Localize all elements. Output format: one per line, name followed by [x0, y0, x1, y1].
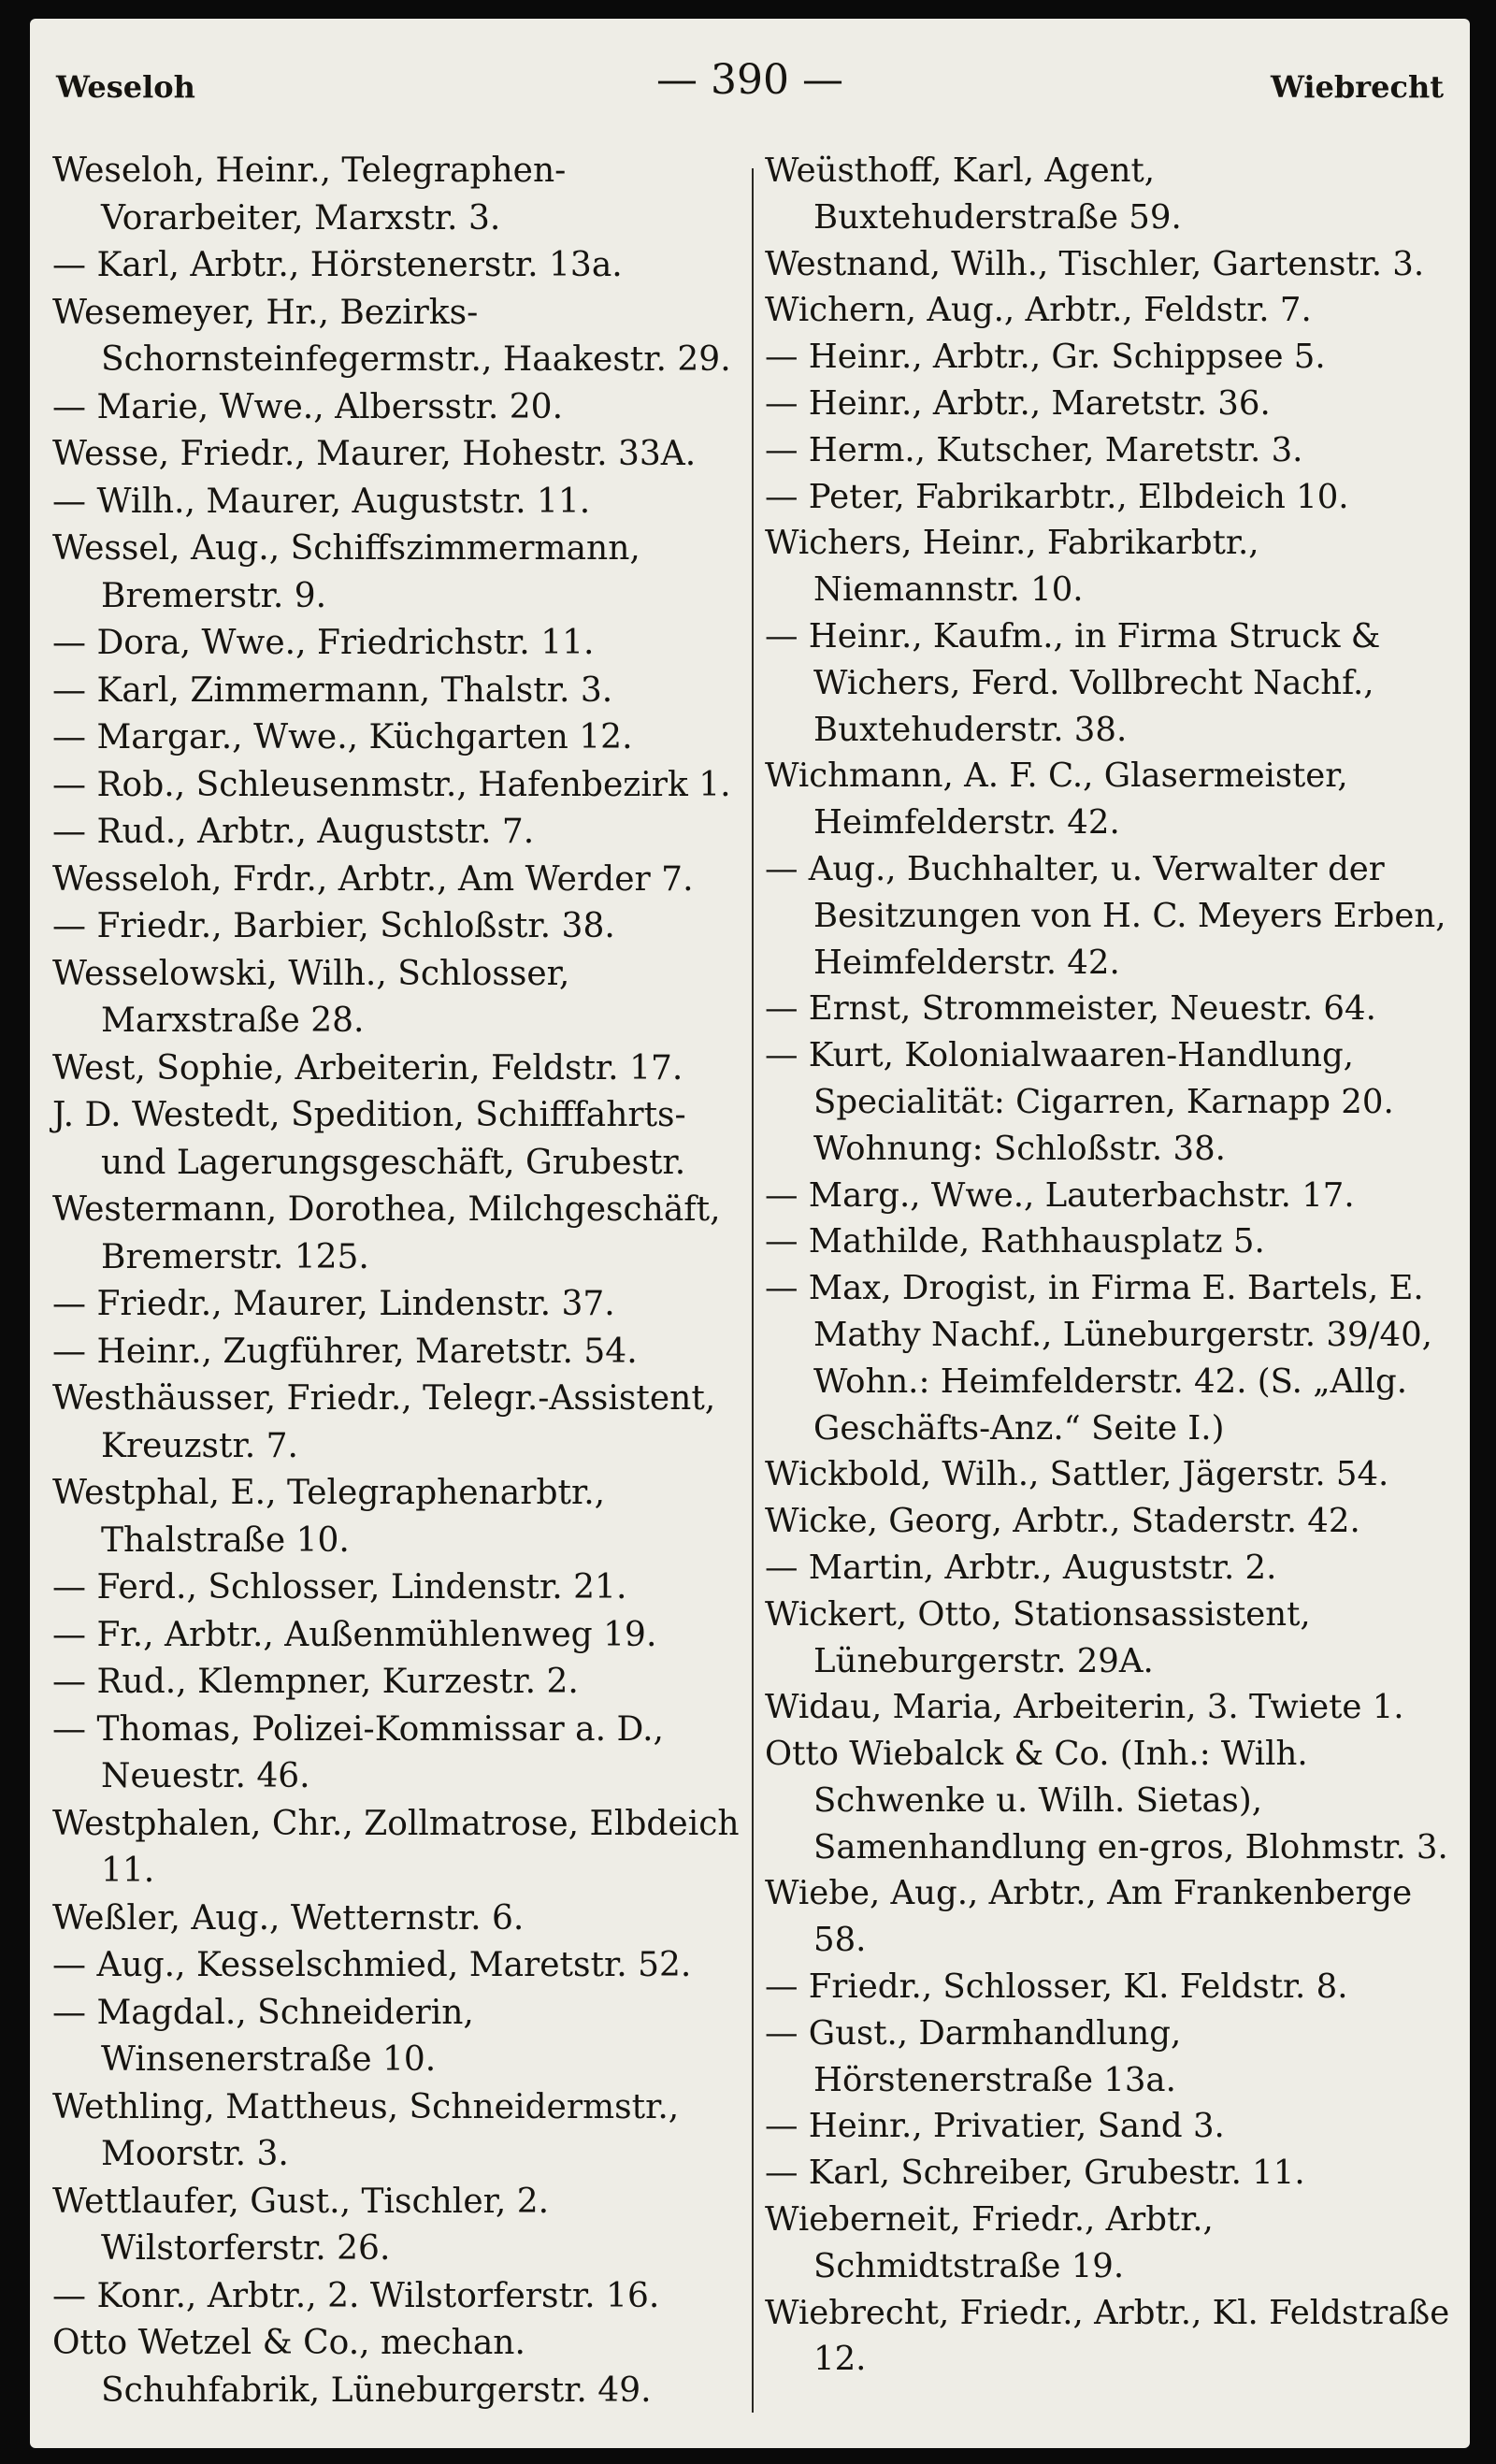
directory-entry: Wesse, Friedr., Maurer, Hohestr. 33A.	[52, 435, 697, 473]
directory-entry: J. D. Westedt, Spedition, Schifffahrts- und Lagerungsgeschäft, Grubestr.	[52, 1096, 686, 1182]
directory-entry: Wettlaufer, Gust., Tischler, 2. Wilstorferstr. 26.	[52, 2182, 550, 2268]
directory-entry: West, Sophie, Arbeiterin, Feldstr. 17.	[52, 1048, 683, 1088]
page-header	[56, 56, 1444, 131]
directory-entry: — Wilh., Maurer, Auguststr. 11.	[52, 482, 591, 521]
directory-entry: — Marg., Wwe., Lauterbachstr. 17.	[765, 1175, 1355, 1215]
directory-entry: — Ferd., Schlosser, Lindenstr. 21.	[52, 1568, 627, 1607]
directory-entry: — Heinr., Arbtr., Gr. Schippsee 5.	[765, 338, 1326, 377]
directory-entry: — Marie, Wwe., Albersstr. 20.	[52, 387, 564, 426]
directory-entry: Otto Wetzel & Co., mechan. Schuhfabrik, Lüneburgerstr. 49.	[52, 2324, 652, 2410]
directory-entry: — Heinr., Kaufm., in Firma Struck & Wichers, Ferd. Vollbrecht Nachf., Buxtehuderstr. 38.	[765, 616, 1381, 749]
directory-entry: Westphal, E., Telegraphenarbtr., Thalstraße 10.	[52, 1474, 606, 1560]
directory-entry: — Ernst, Strommeister, Neuestr. 64.	[765, 989, 1376, 1029]
directory-entry: Westnand, Wilh., Tischler, Gartenstr. 3.	[765, 244, 1425, 283]
directory-entry: Wesseloh, Frdr., Arbtr., Am Werder 7.	[52, 859, 694, 899]
directory-entry: — Friedr., Barbier, Schloßstr. 38.	[52, 907, 615, 945]
directory-entry: — Martin, Arbtr., Auguststr. 2.	[765, 1548, 1277, 1587]
directory-entry: — Karl, Zimmermann, Thalstr. 3.	[52, 670, 613, 710]
directory-entry: — Konr., Arbtr., 2. Wilstorferstr. 16.	[52, 2276, 660, 2315]
directory-entry: Wiebrecht, Friedr., Arbtr., Kl. Feldstraße 12.	[765, 2293, 1450, 2379]
directory-entry: Wichmann, A. F. C., Glasermeister, Heimfelderstr. 42.	[765, 756, 1348, 843]
directory-entry: — Karl, Arbtr., Hörstenerstr. 13a.	[52, 246, 623, 284]
directory-entry: — Friedr., Schlosser, Kl. Feldstr. 8.	[765, 1967, 1348, 2007]
directory-entry: — Dora, Wwe., Friedrichstr. 11.	[52, 624, 595, 662]
directory-entry: Westermann, Dorothea, Milchgeschäft, Bremerstr. 125.	[52, 1190, 721, 1276]
directory-entry: — Karl, Schreiber, Grubestr. 11.	[765, 2154, 1305, 2193]
directory-entry: Wesemeyer, Hr., Bezirks-Schornsteinfegermstr., Haakestr. 29.	[52, 293, 731, 379]
directory-entry: — Magdal., Schneiderin, Winsenerstraße 10.	[52, 1993, 474, 2079]
directory-entry: — Aug., Buchhalter, u. Verwalter der Besitzungen von H. C. Meyers Erben, Heimfelderstr. 42.	[765, 849, 1446, 982]
directory-entry: — Friedr., Maurer, Lindenstr. 37.	[52, 1285, 615, 1323]
directory-entry: Wicke, Georg, Arbtr., Staderstr. 42.	[765, 1502, 1360, 1541]
directory-entry: Westphalen, Chr., Zollmatrose, Elbdeich 11.	[52, 1804, 740, 1890]
running-head-right: Wiebrecht	[1270, 69, 1444, 105]
directory-entry: — Gust., Darmhandlung, Hörstenerstraße 13a.	[765, 2013, 1182, 2099]
directory-entry: — Kurt, Kolonialwaaren-Handlung, Specialität: Cigarren, Karnapp 20. Wohnung: Schloßstr. 38.	[765, 1036, 1394, 1168]
directory-entry: — Rud., Klempner, Kurzestr. 2.	[52, 1663, 579, 1701]
directory-entry: — Herm., Kutscher, Maretstr. 3.	[765, 430, 1303, 469]
right-column	[765, 148, 1453, 2383]
directory-entry: Wichern, Aug., Arbtr., Feldstr. 7.	[765, 291, 1312, 330]
directory-entry: Wieberneit, Friedr., Arbtr., Schmidtstraße 19.	[765, 2200, 1214, 2285]
column-divider	[752, 168, 754, 2413]
directory-entry: Wickert, Otto, Stationsassistent, Lüneburgerstr. 29A.	[765, 1594, 1311, 1680]
directory-entry: Westhäusser, Friedr., Telegr.-Assistent, Kreuzstr. 7.	[52, 1379, 716, 1465]
directory-entry: — Max, Drogist, in Firma E. Bartels, E. Mathy Nachf., Lüneburgerstr. 39/40, Wohn.: Heimfelderstr. 42. (S. „Allg. Geschäfts-Anz.“ Seite I.)	[765, 1269, 1432, 1448]
directory-entry: Wiebe, Aug., Arbtr., Am Frankenberge 58.	[765, 1874, 1413, 1960]
directory-entry: — Rud., Arbtr., Auguststr. 7.	[52, 813, 535, 851]
page-number: — 390 —	[656, 56, 843, 104]
directory-entry: — Thomas, Polizei-Kommissar a. D., Neuestr. 46.	[52, 1709, 664, 1795]
directory-entry: Weüsthoff, Karl, Agent, Buxtehuderstraße 59.	[765, 151, 1182, 237]
directory-entry: Weseloh, Heinr., Telegraphen-Vorarbeiter, Marxstr. 3.	[52, 151, 567, 238]
directory-entry: — Heinr., Privatier, Sand 3.	[765, 2107, 1225, 2146]
directory-entry: Wessel, Aug., Schiffszimmermann, Bremerstr. 9.	[52, 529, 640, 615]
directory-entry: Wichers, Heinr., Fabrikarbtr., Niemannstr. 10.	[765, 524, 1259, 610]
directory-entry: Wickbold, Wilh., Sattler, Jägerstr. 54.	[765, 1455, 1389, 1494]
directory-entry: — Aug., Kesselschmied, Maretstr. 52.	[52, 1946, 692, 1984]
directory-entry: — Fr., Arbtr., Außenmühlenweg 19.	[52, 1615, 657, 1654]
directory-entry: — Heinr., Zugführer, Maretstr. 54.	[52, 1332, 638, 1371]
directory-entry: — Peter, Fabrikarbtr., Elbdeich 10.	[765, 477, 1349, 516]
left-column	[52, 148, 746, 2414]
directory-entry: — Margar., Wwe., Küchgarten 12.	[52, 718, 633, 756]
directory-entry: — Mathilde, Rathhausplatz 5.	[765, 1222, 1265, 1261]
running-head-left: Weseloh	[56, 69, 195, 105]
directory-entry: — Heinr., Arbtr., Maretstr. 36.	[765, 383, 1271, 423]
directory-entry: Wethling, Mattheus, Schneidermstr., Moorstr. 3.	[52, 2087, 680, 2173]
directory-entry: Widau, Maria, Arbeiterin, 3. Twiete 1.	[765, 1688, 1404, 1727]
directory-entry: — Rob., Schleusenmstr., Hafenbezirk 1.	[52, 765, 731, 804]
directory-entry: Otto Wiebalck & Co. (Inh.: Wilh. Schwenke u. Wilh. Sietas), Samenhandlung en-gros, Blohmstr. 3.	[765, 1735, 1448, 1866]
directory-entry: Wesselowski, Wilh., Schlosser, Marxstraße 28.	[52, 954, 570, 1040]
directory-page	[30, 19, 1470, 2448]
directory-entry: Weßler, Aug., Wetternstr. 6.	[52, 1898, 525, 1938]
